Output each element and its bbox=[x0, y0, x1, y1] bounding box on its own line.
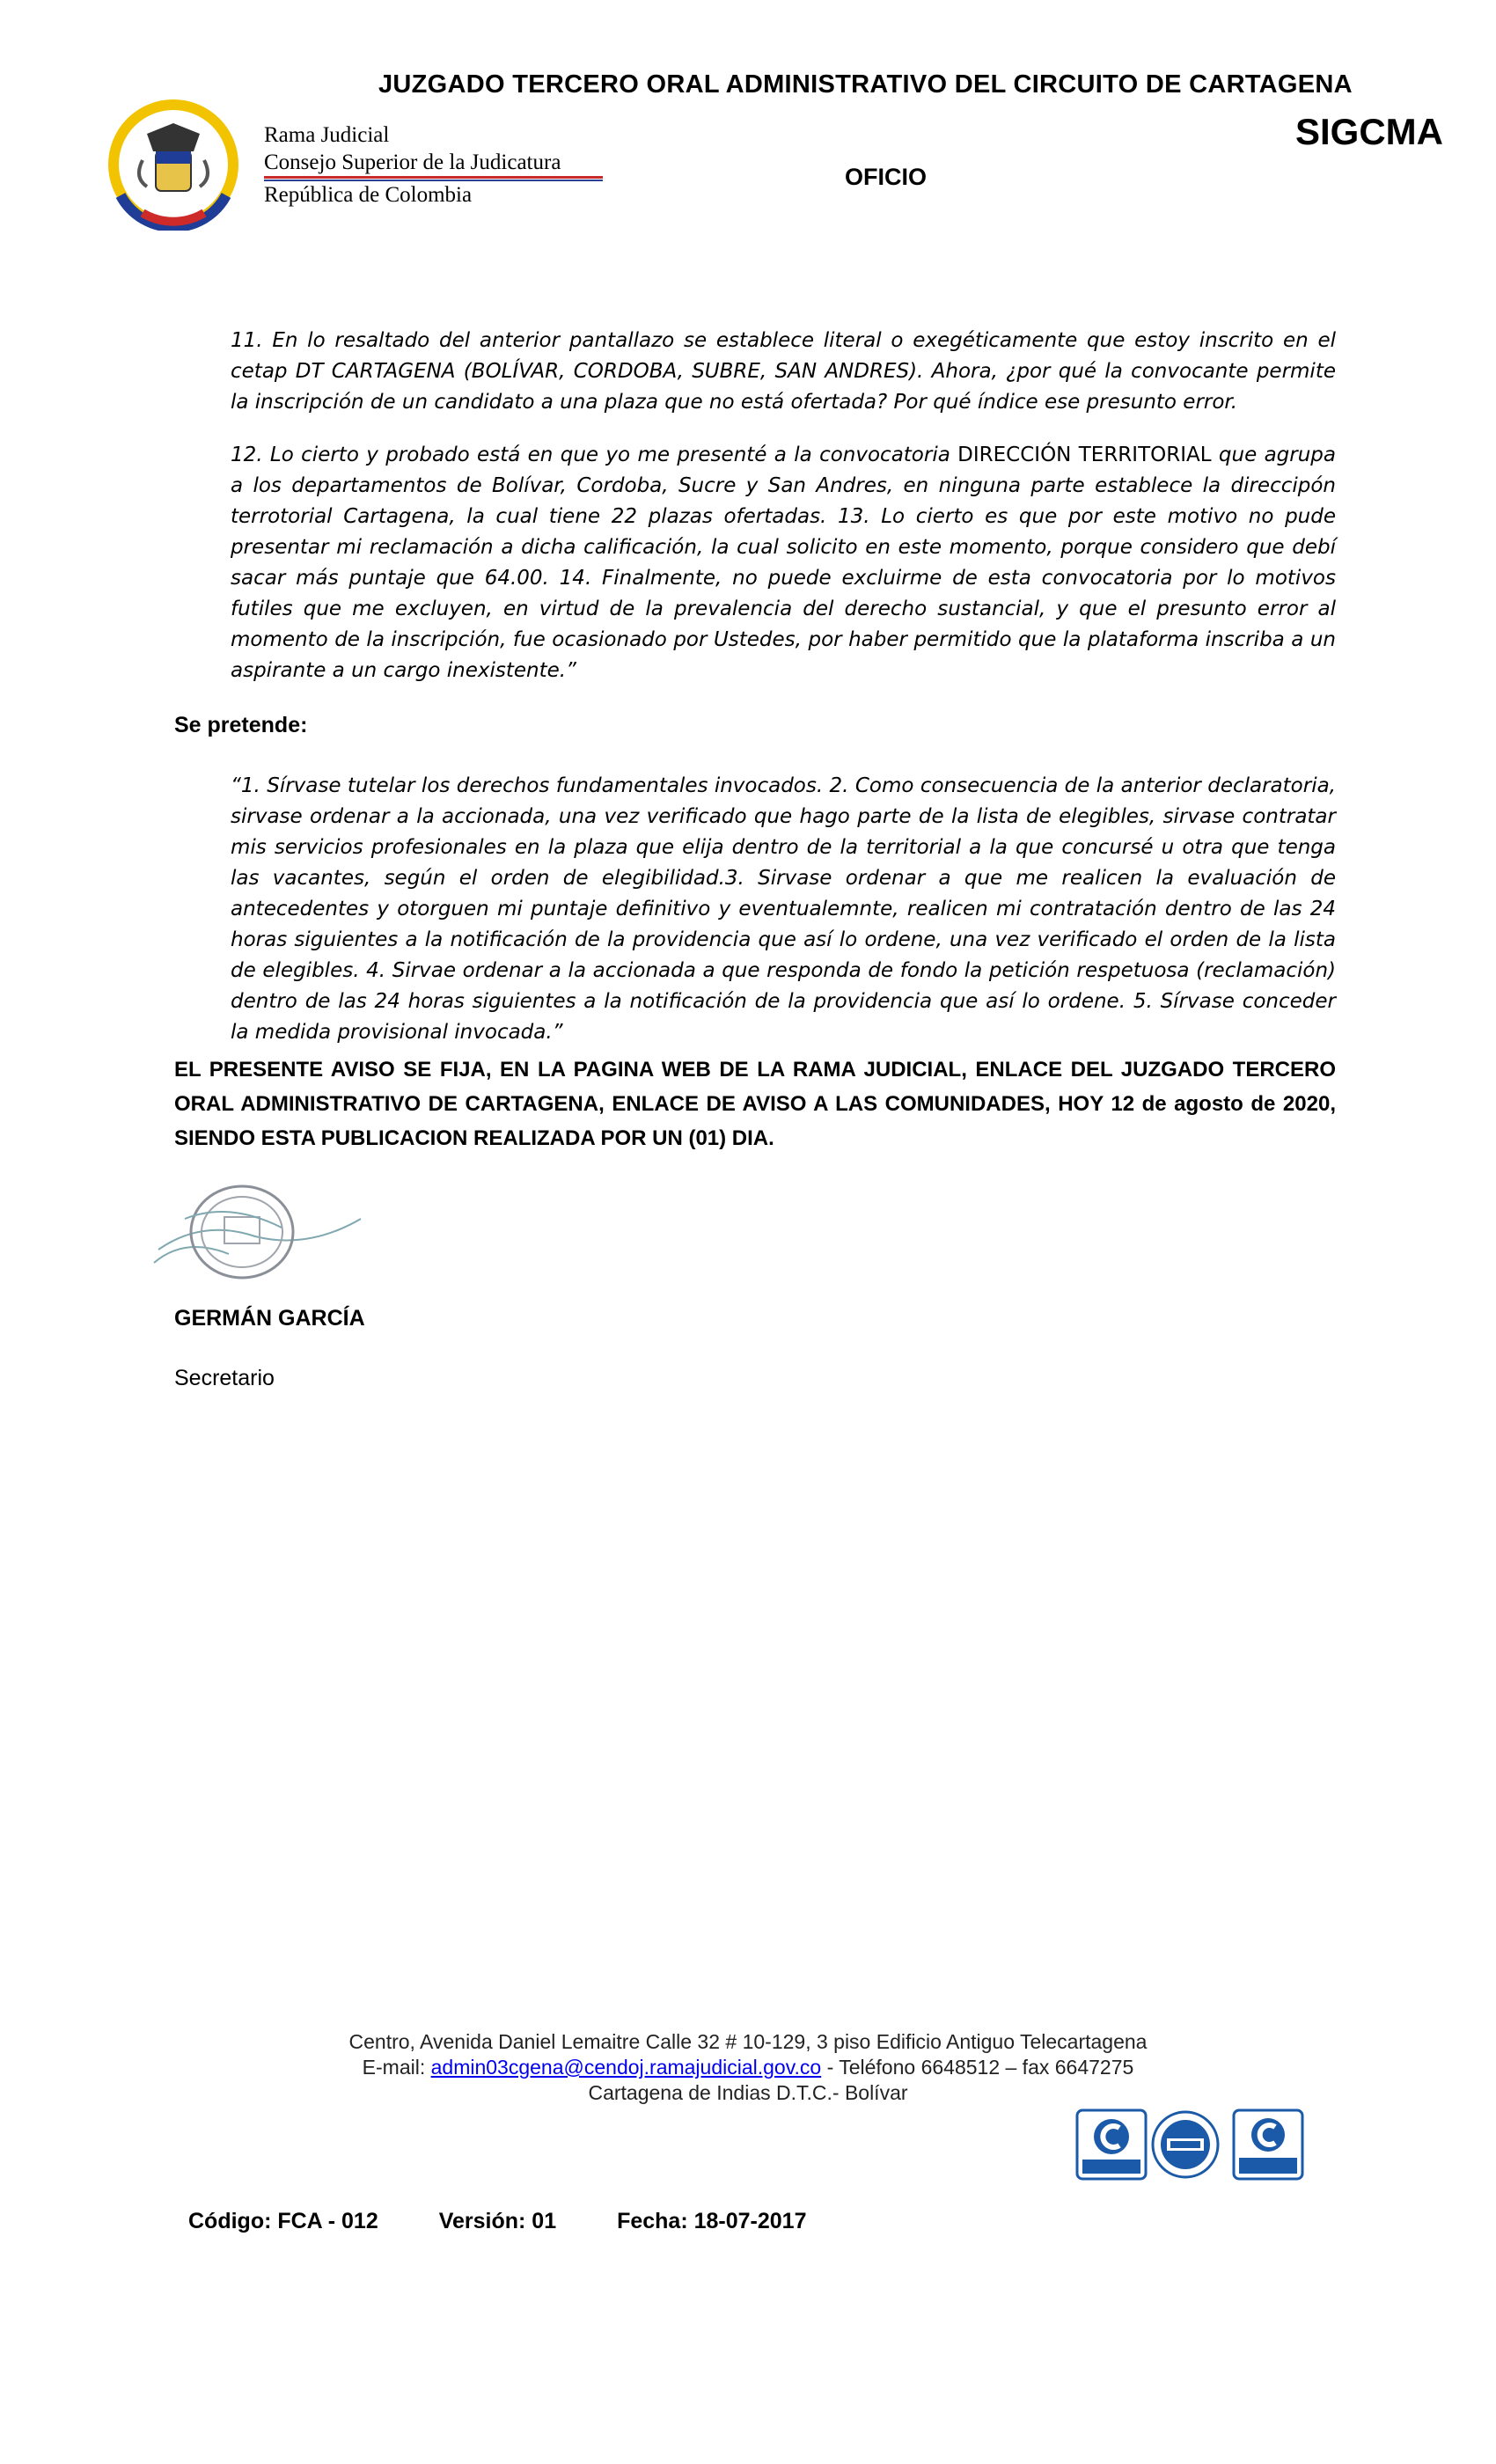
notice-paragraph: EL PRESENTE AVISO SE FIJA, EN LA PAGINA WEB DE LA RAMA JUDICIAL, ENLACE DEL JUZGADO TERCERO ORAL ADMINISTRATIVO DE CARTAGENA, ENLACE DE AVISO A LAS COMUNIDADES, HOY 12 de agosto de 2020, SIENDO ESTA PUBLICACION REALIZADA POR UN (01) DIA. bbox=[174, 1058, 1336, 1150]
paragraph-12-highlight: DIRECCIÓN TERRITORIAL bbox=[957, 444, 1212, 466]
iqnet-cert-icon bbox=[1149, 2108, 1221, 2181]
logo-text bbox=[264, 121, 607, 209]
logo-divider-red bbox=[264, 176, 603, 179]
logo-line-2: Consejo Superior de la Judicatura bbox=[264, 150, 561, 174]
logo-line-1: Rama Judicial bbox=[264, 123, 390, 147]
paragraph-12-part-a: 12. Lo cierto y probado está en que yo me presenté a la convocatoria bbox=[231, 444, 958, 466]
paragraph-11: 11. En lo resaltado del anterior pantallazo se establece literal o exegéticamente que estoy inscrito en el cetap DT CARTAGENA (BOLÍVAR, CORDOBA, SUBRE, SAN ANDRES). Ahora, ¿por qué la convocante permite la inscripción de un candidato a una plaza que no está ofertada? Por qué índice ese presunto error. bbox=[231, 329, 1336, 414]
document-type: OFICIO bbox=[845, 164, 927, 190]
signatory-role: Secretario bbox=[174, 1366, 275, 1390]
iso-9001-cert-icon bbox=[1075, 2108, 1148, 2181]
document-version: Versión: 01 bbox=[438, 2209, 557, 2233]
footer-contact bbox=[264, 2055, 1232, 2080]
paragraph-12-part-c: que agrupa a los departamentos de Bolívar, Cordoba, Sucre y San Andres, en ninguna parte establece la direccipón terrotorial Cartagena, la cual tiene 22 plazas ofertadas. 13. Lo cierto es que por este motivo no pude presentar mi reclamación a dicha calificación, la cual solicito en este momento, porque considero que debí sacar más puntaje que 64.00. 14. Finalmente, no puede excluirme de esta convocatoria por lo motivos futiles que me excluyen, en virtud de la prevalencia del derecho sustancial, y que el presunto error al momento de la inscripción, fue ocasionado por Ustedes, por haber permitido que la plataforma inscriba a un aspirante a un cargo inexistente.” bbox=[231, 444, 1336, 682]
logo-divider-blue bbox=[264, 180, 603, 181]
document-codes bbox=[188, 2209, 861, 2234]
court-seal-icon bbox=[150, 1166, 370, 1289]
footer-city: Cartagena de Indias D.T.C.- Bolívar bbox=[588, 2081, 908, 2104]
section-label-pretende: Se pretende: bbox=[174, 713, 308, 737]
court-title: JUZGADO TERCERO ORAL ADMINISTRATIVO DEL CIRCUITO DE CARTAGENA bbox=[378, 70, 1353, 99]
document-date: Fecha: 18-07-2017 bbox=[617, 2209, 807, 2233]
logo-line-3: República de Colombia bbox=[264, 183, 473, 207]
paragraph-12 bbox=[231, 440, 1336, 686]
document-code: Código: FCA - 012 bbox=[188, 2209, 378, 2233]
email-link[interactable]: admin03cgena@cendoj.ramajudicial.gov.co bbox=[430, 2056, 822, 2079]
footer-address: Centro, Avenida Daniel Lemaitre Calle 32 # 10-129, 3 piso Edificio Antiguo Telecartagena bbox=[348, 2030, 1148, 2053]
signatory-name: GERMÁN GARCÍA bbox=[174, 1306, 365, 1331]
email-prefix: E-mail: bbox=[362, 2056, 431, 2079]
pretensions-paragraph: “1. Sírvase tutelar los derechos fundamentales invocados. 2. Como consecuencia de la anterior declaratoria, sirvase ordenar a la accionada, una vez verificado que hago parte de la lista de elegibles, sirvase contratar mis servicios profesionales en la plaza que elija dentro de la territorial a la que concursé u otra que tenga las vacantes, según el orden de elegibilidad.3. Sirvase ordenar a que me realicen la evaluación de antecedentes y otorguen mi puntaje definitivo y eventualemnte, realicen mi contratación dentro de las 24 horas siguientes a la notificación de la providencia que así lo ordene, una vez verificado el orden de la lista de elegibles. 4. Sirvae ordenar a la accionada a que responda de fondo la petición respetuosa (reclamación) dentro de las 24 horas siguientes a la notificación de la providencia que así lo ordene. 5. Sírvase conceder la medida provisional invocada.” bbox=[231, 774, 1336, 1044]
phone-fax: - Teléfono 6648512 – fax 6647275 bbox=[821, 2056, 1134, 2079]
ntcgp-cert-icon bbox=[1232, 2108, 1304, 2181]
system-name: SIGCMA bbox=[1295, 111, 1443, 152]
